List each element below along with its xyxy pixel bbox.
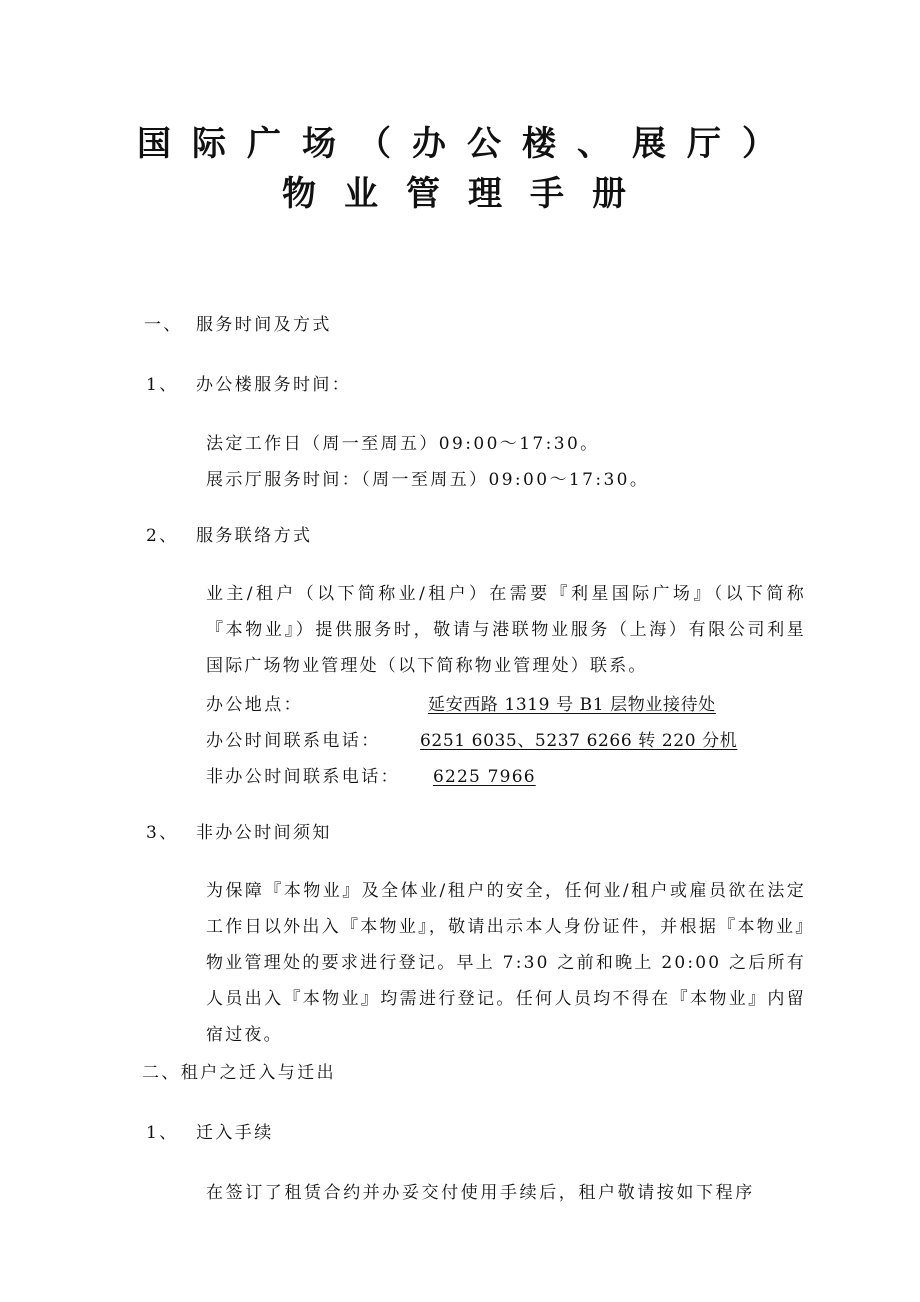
office-hours-text: 法定工作日（周一至周五）09:00～17:30。 xyxy=(206,434,600,454)
move-in-paragraph: 在签订了租赁合约并办妥交付使用手续后，租户敬请按如下程序 xyxy=(206,1183,755,1203)
item1-heading: 办公楼服务时间： xyxy=(196,375,352,395)
item2-heading: 服务联络方式 xyxy=(196,526,313,546)
address-value: 延安西路 1319 号 B1 层物业接待处 xyxy=(428,695,716,715)
item3-number: 3、 xyxy=(146,823,179,843)
after-hours-value: 6225 7966 xyxy=(433,767,536,787)
section2-item1-number: 1、 xyxy=(146,1123,179,1143)
after-hours-label: 非办公时间联系电话： xyxy=(206,767,400,787)
item1-number: 1、 xyxy=(146,375,179,395)
phone-label: 办公时间联系电话： xyxy=(206,731,381,751)
after-hours-paragraph: 为保障『本物业』及全体业/租户的安全，任何业/租户或雇员欲在法定工作日以外出入『本物业』，敬请出示本人身份证件，并根据『本物业』物业管理处的要求进行登记。早上 7:30 之前和晚上 20:00 之后所有人员出入『本物业』均需进行登记。任何人员均不得在『本物业』内留宿过夜。 xyxy=(206,881,806,1045)
section2-item1-heading: 迁入手续 xyxy=(196,1123,274,1143)
showroom-hours-text: 展示厅服务时间：（周一至周五）09:00～17:30。 xyxy=(206,470,650,490)
item3-heading: 非办公时间须知 xyxy=(196,823,332,843)
document-title-line2: 物业管理手册 xyxy=(282,174,654,214)
document-title-line1: 国际广场（办公楼、展厅） xyxy=(137,124,797,164)
phone-value: 6251 6035、5237 6266 转 220 分机 xyxy=(420,731,738,751)
address-label: 办公地点： xyxy=(206,695,303,715)
section1-number: 一、 xyxy=(144,315,183,335)
section1-heading: 服务时间及方式 xyxy=(196,315,332,335)
item2-number: 2、 xyxy=(146,526,179,546)
section2-heading: 二、租户之迁入与迁出 xyxy=(142,1063,336,1083)
contact-paragraph: 业主/租户（以下简称业/租户）在需要『利星国际广场』（以下简称『本物业』）提供服务时，敬请与港联物业服务（上海）有限公司利星国际广场物业管理处（以下简称物业管理处）联系。 xyxy=(206,584,806,676)
